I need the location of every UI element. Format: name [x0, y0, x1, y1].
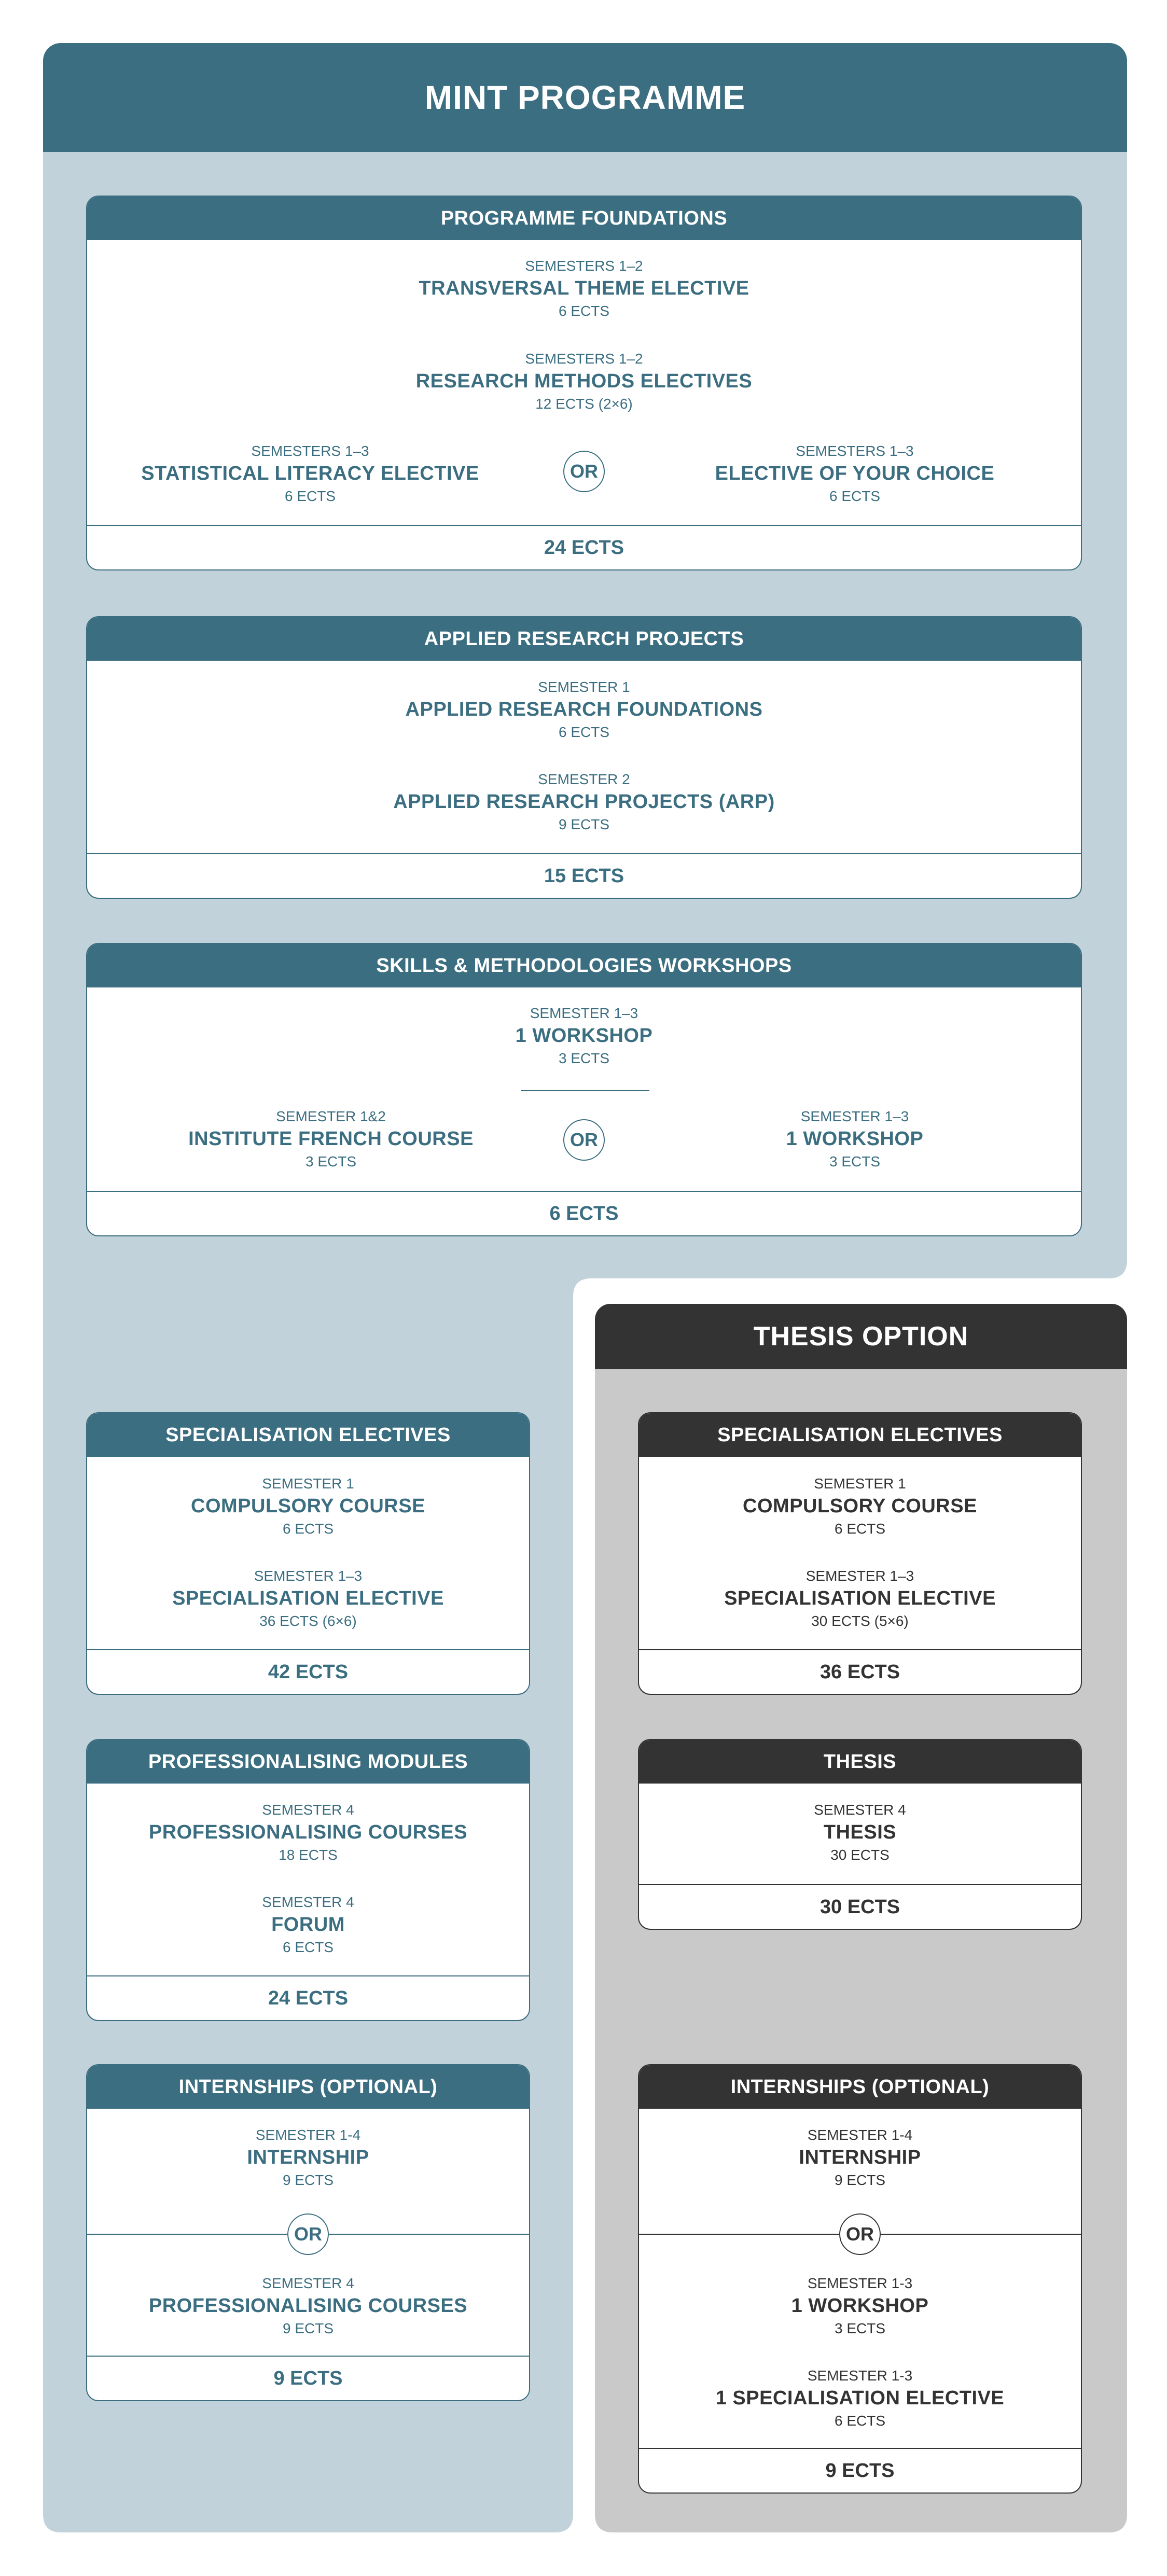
card-total-ects: 24 ECTS — [87, 1975, 529, 2020]
course-name: INSTITUTE FRENCH COURSE — [188, 1128, 474, 1150]
specialisation-electives-card — [86, 1412, 530, 1695]
course-semester: SEMESTER 1–3 — [530, 1005, 638, 1021]
course-ects: 30 ECTS — [830, 1847, 890, 1863]
card-total-ects: 9 ECTS — [87, 2356, 529, 2400]
course-semester: SEMESTER 4 — [262, 1802, 354, 1818]
course-name: APPLIED RESEARCH PROJECTS (ARP) — [393, 791, 775, 813]
course-semester: SEMESTERS 1–2 — [525, 351, 643, 367]
or-badge: OR — [563, 1119, 605, 1161]
card-total-ects: 15 ECTS — [87, 853, 1081, 898]
course-ects: 6 ECTS — [284, 488, 336, 504]
course-forum — [87, 1893, 529, 1957]
card-title: SKILLS & METHODOLOGIES WORKSHOPS — [87, 944, 1081, 987]
course-professionalising — [87, 2274, 529, 2338]
thesis-option-title: THESIS OPTION — [595, 1304, 1127, 1369]
thesis-card — [638, 1739, 1082, 1930]
course-name: RESEARCH METHODS ELECTIVES — [415, 370, 753, 392]
course-semester: SEMESTER 1 — [814, 1475, 906, 1492]
thesis-internships-card — [638, 2064, 1082, 2494]
course-compulsory — [87, 1474, 529, 1539]
course-statistical-literacy — [113, 442, 507, 506]
divider — [521, 1090, 649, 1091]
course-semester: SEMESTER 4 — [814, 1802, 906, 1818]
card-title: INTERNSHIPS (OPTIONAL) — [87, 2065, 529, 2109]
course-ects: 9 ECTS — [282, 2172, 334, 2188]
course-semester: SEMESTER 4 — [262, 1894, 354, 1910]
programme-title: MINT PROGRAMME — [43, 43, 1127, 152]
card-total-ects: 36 ECTS — [639, 1649, 1081, 1694]
course-arp — [87, 770, 1081, 834]
course-workshop-main — [87, 1004, 1081, 1068]
course-workshop — [639, 2274, 1081, 2338]
course-semester: SEMESTER 1–3 — [805, 1568, 914, 1584]
course-semester: SEMESTER 4 — [262, 2275, 354, 2291]
thesis-specialisation-electives-card — [638, 1412, 1082, 1695]
course-specialisation-elective — [639, 2366, 1081, 2431]
course-ects: 9 ECTS — [834, 2172, 886, 2188]
course-semester: SEMESTER 1-3 — [807, 2275, 913, 2291]
course-specialisation-elective — [639, 1567, 1081, 1631]
course-name: 1 SPECIALISATION ELECTIVE — [715, 2387, 1005, 2409]
course-ects: 12 ECTS (2×6) — [535, 396, 633, 412]
course-name: SPECIALISATION ELECTIVE — [724, 1588, 996, 1609]
course-semester: SEMESTER 1&2 — [276, 1108, 386, 1124]
course-name: COMPULSORY COURSE — [743, 1495, 977, 1517]
course-name: ELECTIVE OF YOUR CHOICE — [715, 463, 995, 484]
course-name: THESIS — [823, 1821, 897, 1843]
card-total-ects: 24 ECTS — [87, 525, 1081, 569]
course-ects: 6 ECTS — [834, 1521, 886, 1537]
card-total-ects: 30 ECTS — [639, 1884, 1081, 1929]
course-ects: 36 ECTS (6×6) — [259, 1613, 357, 1629]
professionalising-modules-card — [86, 1739, 530, 2021]
course-ects: 9 ECTS — [282, 2320, 334, 2336]
course-specialisation-elective — [87, 1567, 529, 1631]
course-semester: SEMESTERS 1–2 — [525, 258, 643, 274]
card-title: PROGRAMME FOUNDATIONS — [87, 197, 1081, 240]
course-name: TRANSVERSAL THEME ELECTIVE — [419, 277, 749, 299]
course-ects: 3 ECTS — [829, 1153, 881, 1169]
course-name: 1 WORKSHOP — [791, 2295, 929, 2317]
course-workshop-alt — [658, 1107, 1052, 1172]
course-ects: 3 ECTS — [305, 1153, 357, 1169]
course-name: SPECIALISATION ELECTIVE — [172, 1588, 444, 1609]
or-badge: OR — [287, 2213, 329, 2255]
course-ects: 6 ECTS — [558, 303, 610, 319]
applied-research-card — [86, 616, 1082, 899]
course-semester: SEMESTER 2 — [538, 771, 630, 787]
course-semester: SEMESTER 1-4 — [255, 2127, 361, 2143]
internships-card — [86, 2064, 530, 2401]
course-ects: 6 ECTS — [282, 1521, 334, 1537]
course-french — [134, 1107, 528, 1172]
course-name: INTERNSHIP — [247, 2147, 369, 2168]
or-badge: OR — [563, 451, 605, 492]
course-ects: 6 ECTS — [282, 1939, 334, 1955]
course-name: FORUM — [271, 1914, 345, 1936]
course-name: PROFESSIONALISING COURSES — [148, 1821, 468, 1843]
course-elective-of-choice — [658, 442, 1052, 506]
card-title: PROFESSIONALISING MODULES — [87, 1740, 529, 1784]
course-name: INTERNSHIP — [799, 2147, 921, 2168]
card-title: SPECIALISATION ELECTIVES — [87, 1413, 529, 1457]
course-applied-foundations — [87, 678, 1081, 742]
course-compulsory — [639, 1474, 1081, 1539]
course-thesis — [639, 1801, 1081, 1865]
course-name: APPLIED RESEARCH FOUNDATIONS — [405, 699, 763, 720]
course-semester: SEMESTER 1-4 — [807, 2127, 913, 2143]
course-professionalising — [87, 1801, 529, 1865]
course-ects: 3 ECTS — [558, 1050, 610, 1066]
card-total-ects: 42 ECTS — [87, 1649, 529, 1694]
course-ects: 6 ECTS — [834, 2413, 886, 2429]
course-name: STATISTICAL LITERACY ELECTIVE — [141, 463, 479, 484]
course-semester: SEMESTERS 1–3 — [796, 443, 914, 459]
course-name: COMPULSORY COURSE — [191, 1495, 425, 1517]
skills-workshops-card — [86, 943, 1082, 1236]
course-ects: 6 ECTS — [558, 724, 610, 740]
course-ects: 18 ECTS — [279, 1847, 338, 1863]
course-name: 1 WORKSHOP — [515, 1025, 653, 1047]
course-name: 1 WORKSHOP — [786, 1128, 924, 1150]
course-ects: 3 ECTS — [834, 2320, 886, 2336]
programme-foundations-card — [86, 196, 1082, 570]
course-research-methods — [87, 350, 1081, 414]
course-semester: SEMESTER 1-3 — [807, 2368, 913, 2384]
course-ects: 30 ECTS (5×6) — [811, 1613, 909, 1629]
course-name: PROFESSIONALISING COURSES — [148, 2295, 468, 2317]
card-total-ects: 6 ECTS — [87, 1191, 1081, 1235]
course-transversal-theme — [87, 257, 1081, 321]
course-ects: 6 ECTS — [829, 488, 881, 504]
course-internship — [639, 2126, 1081, 2190]
card-title: SPECIALISATION ELECTIVES — [639, 1413, 1081, 1457]
card-total-ects: 9 ECTS — [639, 2448, 1081, 2493]
card-title: INTERNSHIPS (OPTIONAL) — [639, 2065, 1081, 2109]
card-title: APPLIED RESEARCH PROJECTS — [87, 617, 1081, 661]
course-semester: SEMESTERS 1–3 — [251, 443, 369, 459]
course-semester: SEMESTER 1–3 — [800, 1108, 909, 1124]
course-semester: SEMESTER 1–3 — [254, 1568, 363, 1584]
or-badge: OR — [839, 2213, 881, 2255]
course-internship — [87, 2126, 529, 2190]
course-ects: 9 ECTS — [558, 816, 610, 832]
card-title: THESIS — [639, 1740, 1081, 1784]
course-semester: SEMESTER 1 — [262, 1475, 354, 1492]
course-semester: SEMESTER 1 — [538, 679, 630, 695]
